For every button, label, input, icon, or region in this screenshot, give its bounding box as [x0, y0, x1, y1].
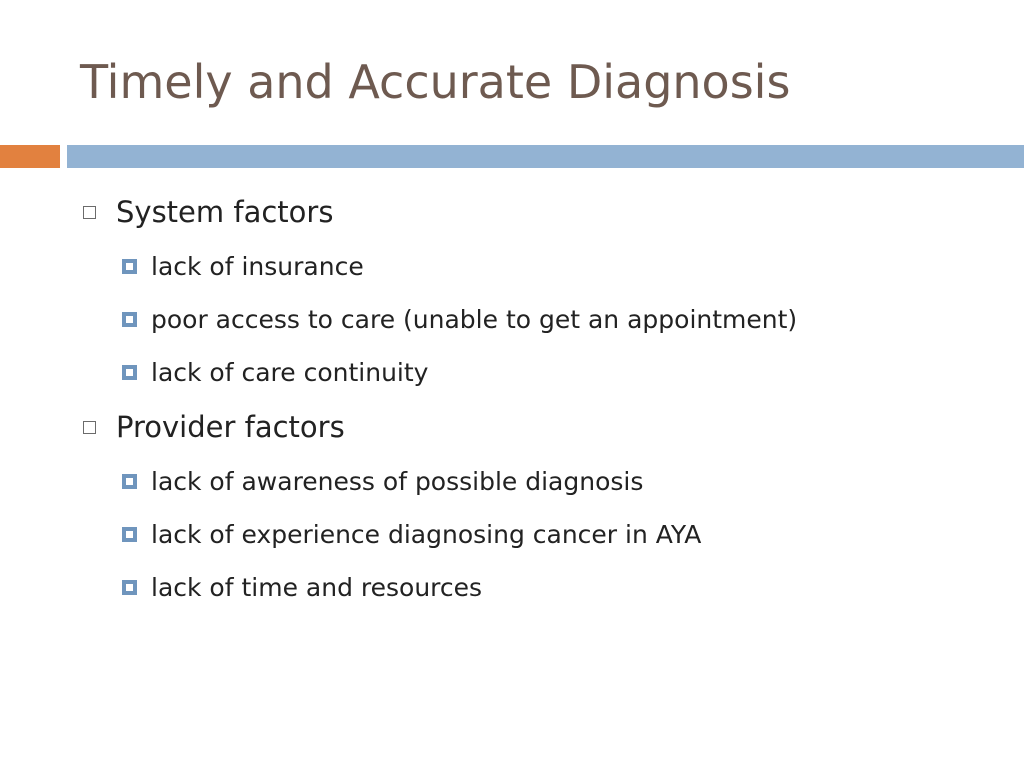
- framed-square-bullet-icon: [122, 474, 137, 489]
- sub-bullet-text: lack of awareness of possible diagnosis: [151, 467, 644, 496]
- framed-square-bullet-icon: [122, 312, 137, 327]
- slide-title: Timely and Accurate Diagnosis: [80, 55, 791, 109]
- framed-square-bullet-icon: [122, 365, 137, 380]
- accent-bar-blue: [67, 145, 1024, 168]
- bullet-text: System factors: [116, 195, 334, 229]
- hollow-square-bullet-icon: [83, 421, 96, 434]
- sub-bullet: [80, 346, 1000, 399]
- sub-bullet-text: poor access to care (unable to get an appointment): [151, 305, 798, 334]
- sub-bullet-text: lack of care continuity: [151, 358, 429, 387]
- framed-square-bullet-icon: [122, 580, 137, 595]
- bullet-list: [80, 190, 1000, 614]
- bullet-provider-factors: [80, 405, 1000, 449]
- sub-bullet-text: lack of insurance: [151, 252, 364, 281]
- sub-bullet-text: lack of time and resources: [151, 573, 483, 602]
- sub-bullet: [80, 455, 1000, 508]
- bullet-text: Provider factors: [116, 410, 345, 444]
- hollow-square-bullet-icon: [83, 206, 96, 219]
- sub-bullet-text: lack of experience diagnosing cancer in AYA: [151, 520, 702, 549]
- sub-bullet: [80, 293, 1000, 346]
- sub-bullet: [80, 240, 1000, 293]
- sub-bullet: [80, 508, 1000, 561]
- sub-bullet: [80, 561, 1000, 614]
- framed-square-bullet-icon: [122, 527, 137, 542]
- accent-bar-orange: [0, 145, 60, 168]
- framed-square-bullet-icon: [122, 259, 137, 274]
- bullet-system-factors: [80, 190, 1000, 234]
